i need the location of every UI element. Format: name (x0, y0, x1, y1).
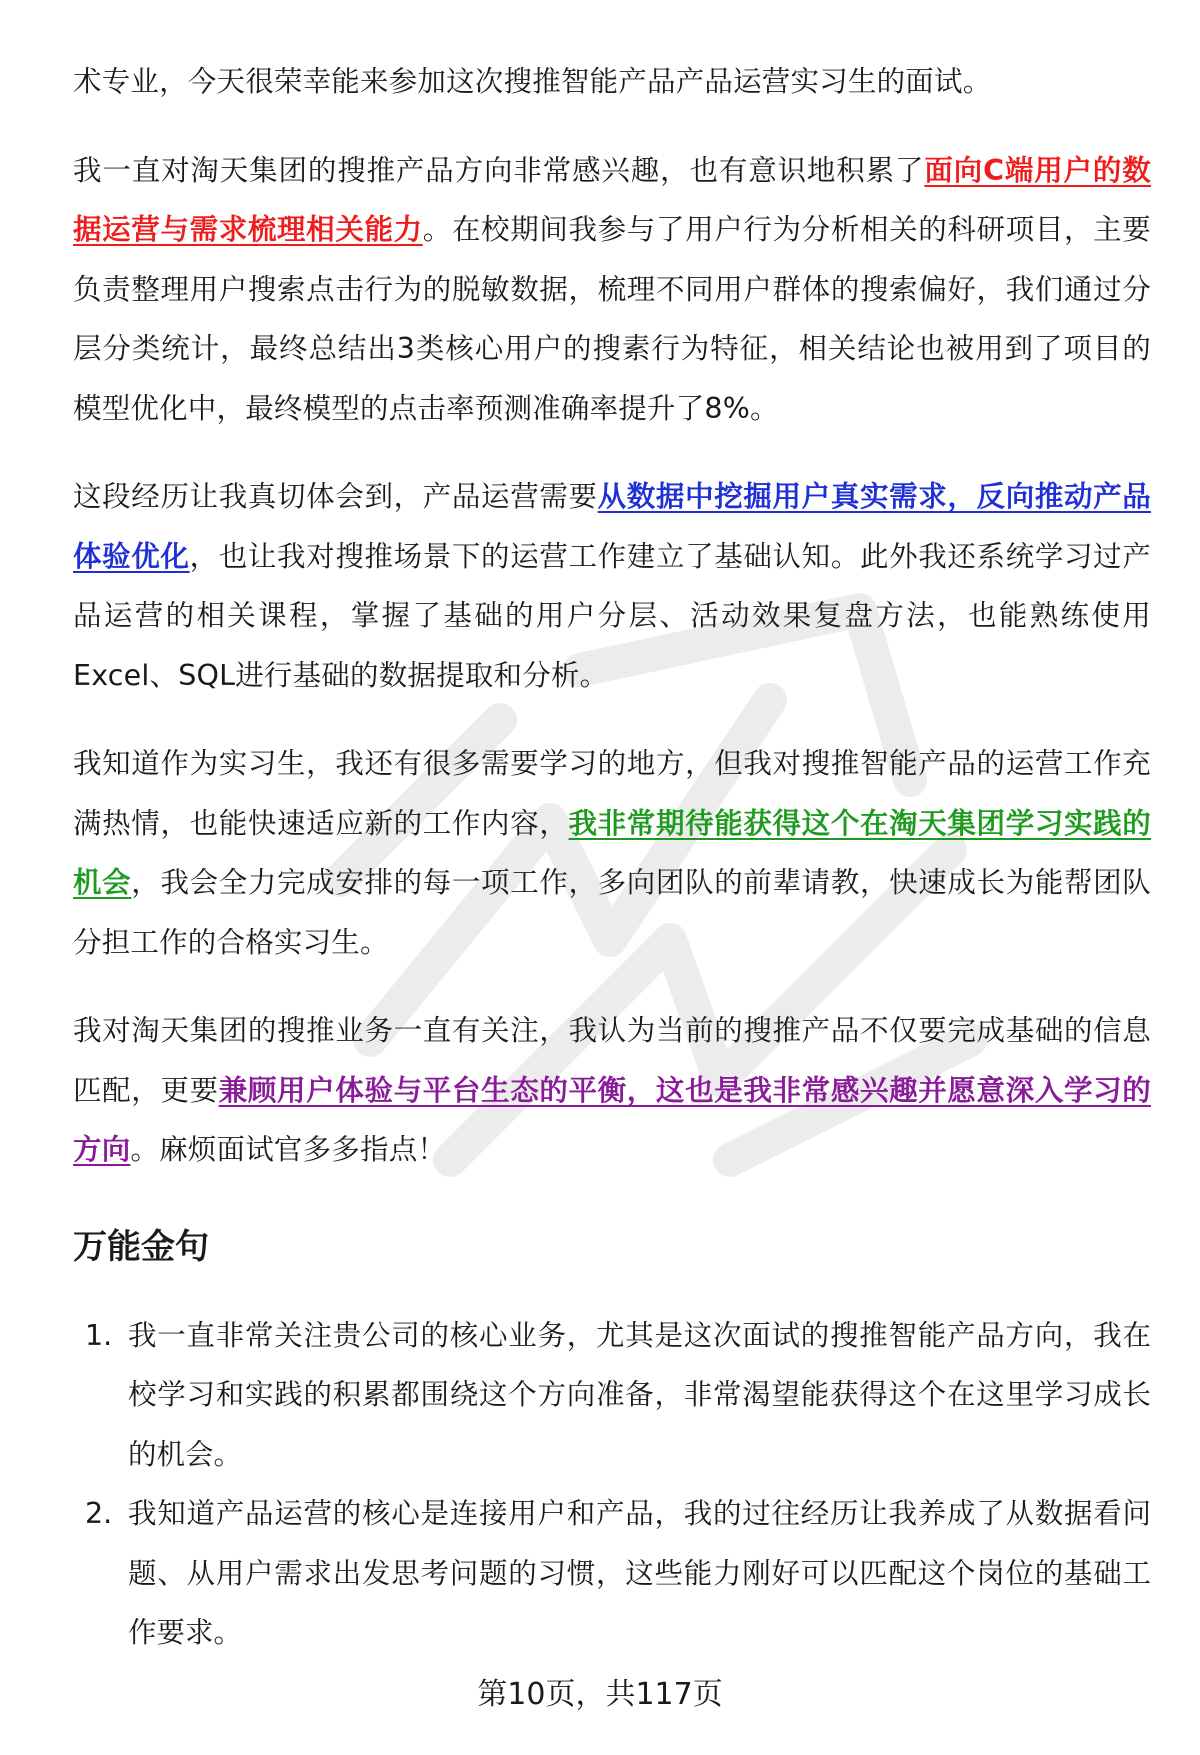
paragraph-3-text-a: 这段经历让我真切体会到，产品运营需要 (73, 480, 598, 513)
paragraph-4-text-a: 我知道作为实习生，我还有很多需要学习的地方，但我对搜推智能产品的运营工作充满热情，也能快速适应新的工作内容， (73, 747, 1151, 840)
list-item (73, 1484, 1151, 1663)
paragraph-5 (73, 1001, 1151, 1180)
list-item-number: 1. (85, 1318, 113, 1352)
content-area (73, 52, 1151, 1663)
highlight-blue: 从数据中挖掘用户真实需求，反向推动产品体验优化 (73, 480, 1151, 573)
list-item (73, 1306, 1151, 1485)
paragraph-5-text-a: 我对淘天集团的搜推业务一直有关注，我认为当前的搜推产品不仅要完成基础的信息匹配，更要 (73, 1014, 1151, 1107)
paragraph-1 (73, 52, 1151, 112)
paragraph-2-text-b: 。在校期间我参与了用户行为分析相关的科研项目，主要负责整理用户搜索点击行为的脱敏数据，梳理不同用户群体的搜索偏好，我们通过分层分类统计，最终总结出3类核心用户的搜素行为特征，相关结论也被用到了项目的模型优化中，最终模型的点击率预测准确率提升了8%。 (73, 213, 1151, 425)
paragraph-2 (73, 141, 1151, 439)
section-title: 万能金句 (73, 1226, 209, 1267)
phrase-list (73, 1306, 1151, 1663)
list-item-number: 2. (85, 1497, 113, 1530)
paragraph-3 (73, 467, 1151, 705)
highlight-purple: 兼顾用户体验与平台生态的平衡，这也是我非常感兴趣并愿意深入学习的方向 (73, 1073, 1151, 1166)
paragraph-5-text-b: 。麻烦面试官多多指点！ (130, 1133, 447, 1166)
list-item-text: 我知道产品运营的核心是连接用户和产品，我的过往经历让我养成了从数据看问题、从用户需求出发思考问题的习惯，这些能力刚好可以匹配这个岗位的基础工作要求。 (128, 1497, 1151, 1649)
highlight-red: 面向C端用户的数据运营与需求梳理相关能力 (73, 153, 1151, 246)
paragraph-2-text-a: 我一直对淘天集团的搜推产品方向非常感兴趣，也有意识地积累了 (73, 153, 925, 187)
highlight-green: 我非常期待能获得这个在淘天集团学习实践的机会 (73, 806, 1151, 899)
paragraph-4-text-b: ，我会全力完成安排的每一项工作，多向团队的前辈请教，快速成长为能帮团队分担工作的合格实习生。 (73, 866, 1151, 959)
paragraph-3-text-b: ，也让我对搜推场景下的运营工作建立了基础认知。此外我还系统学习过产品运营的相关课程，掌握了基础的用户分层、活动效果复盘方法，也能熟练使用Excel、SQL进行基础的数据提取和分析。 (73, 539, 1151, 692)
list-item-text: 我一直非常关注贵公司的核心业务，尤其是这次面试的搜推智能产品方向，我在校学习和实践的积累都围绕这个方向准备，非常渴望能获得这个在这里学习成长的机会。 (128, 1318, 1151, 1471)
page-footer: 第10页，共117页 (477, 1677, 723, 1712)
paragraph-1-text: 术专业，今天很荣幸能来参加这次搜推智能产品产品运营实习生的面试。 (73, 65, 992, 98)
paragraph-4 (73, 734, 1151, 972)
